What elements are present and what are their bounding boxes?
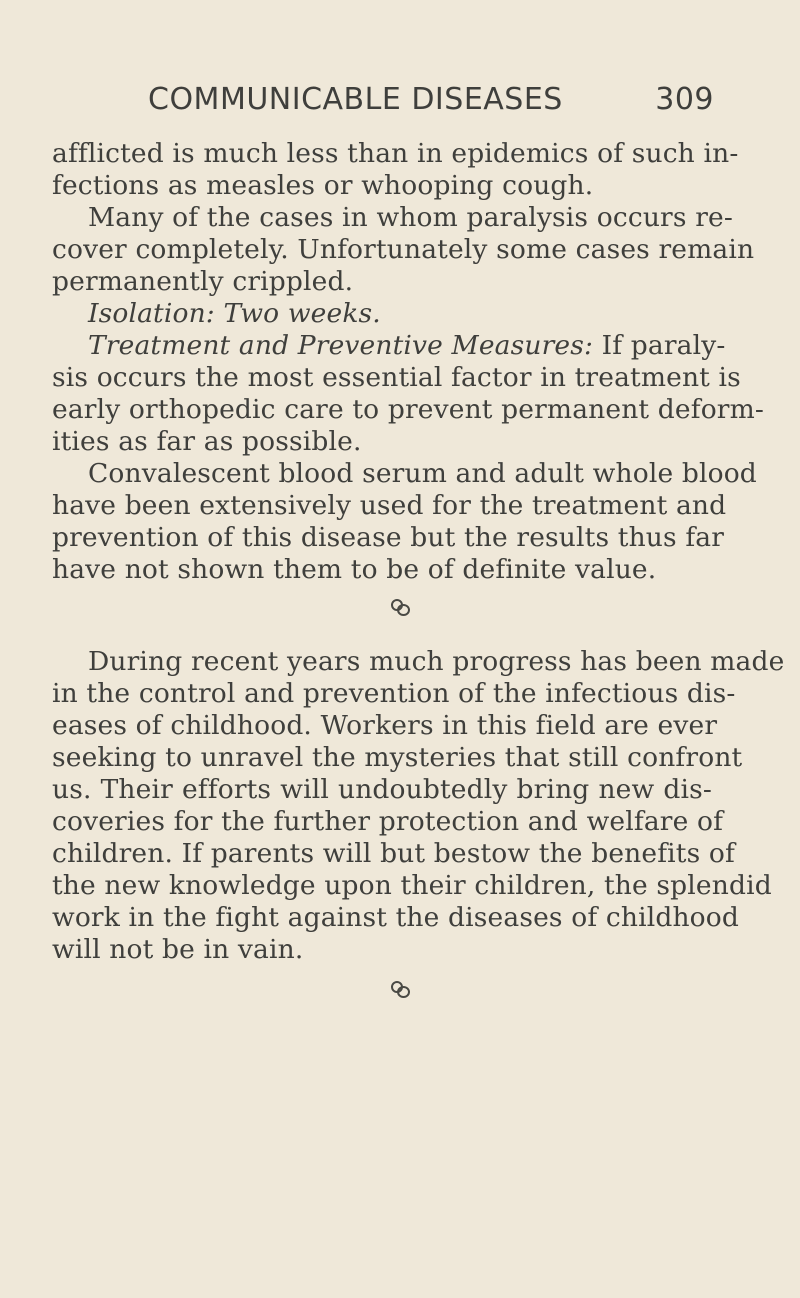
text-line-isolation: Isolation: Two weeks. <box>88 298 381 329</box>
text-line: the new knowledge upon their children, the splendid <box>52 870 772 901</box>
text-line: in the control and prevention of the infectious dis- <box>52 678 736 709</box>
page-header <box>148 78 714 122</box>
text-line: sis occurs the most essential factor in treatment is <box>52 362 741 393</box>
treatment-text: If paraly- <box>593 330 726 361</box>
ornament-icon <box>389 981 411 997</box>
text-line: work in the fight against the diseases of childhood <box>52 902 739 933</box>
text-line: fections as measles or whooping cough. <box>52 170 594 201</box>
text-line: have not shown them to be of definite value. <box>52 554 657 585</box>
text-line: Convalescent blood serum and adult whole blood <box>88 458 757 489</box>
text-line: children. If parents will but bestow the benefits of <box>52 838 735 869</box>
section-ornament <box>0 598 800 618</box>
text-line: ities as far as possible. <box>52 426 362 457</box>
text-line: permanently crippled. <box>52 266 354 297</box>
text-line: During recent years much progress has been made <box>88 646 785 677</box>
text-line: afflicted is much less than in epidemics of such in- <box>52 138 739 169</box>
text-line: have been extensively used for the treatment and <box>52 490 727 521</box>
end-ornament <box>0 980 800 1000</box>
page-number: 309 <box>655 82 714 117</box>
text-line: early orthopedic care to prevent permanent deform- <box>52 394 765 425</box>
text-line-treatment <box>52 330 726 362</box>
text-line: cover completely. Unfortunately some cases remain <box>52 234 755 265</box>
ornament-icon <box>389 599 411 615</box>
text-line: us. Their efforts will undoubtedly bring new dis- <box>52 774 712 805</box>
text-line: prevention of this disease but the results thus far <box>52 522 725 553</box>
running-title: COMMUNICABLE DISEASES <box>148 82 563 117</box>
text-line: seeking to unravel the mysteries that still confront <box>52 742 743 773</box>
text-block-poliomyelitis <box>52 138 765 586</box>
text-line: eases of childhood. Workers in this field are ever <box>52 710 718 741</box>
text-block-conclusion <box>52 646 785 966</box>
text-line: coveries for the further protection and welfare of <box>52 806 724 837</box>
text-line: Many of the cases in whom paralysis occurs re- <box>88 202 733 233</box>
treatment-heading: Treatment and Preventive Measures: <box>88 330 594 361</box>
text-line: will not be in vain. <box>52 934 304 965</box>
